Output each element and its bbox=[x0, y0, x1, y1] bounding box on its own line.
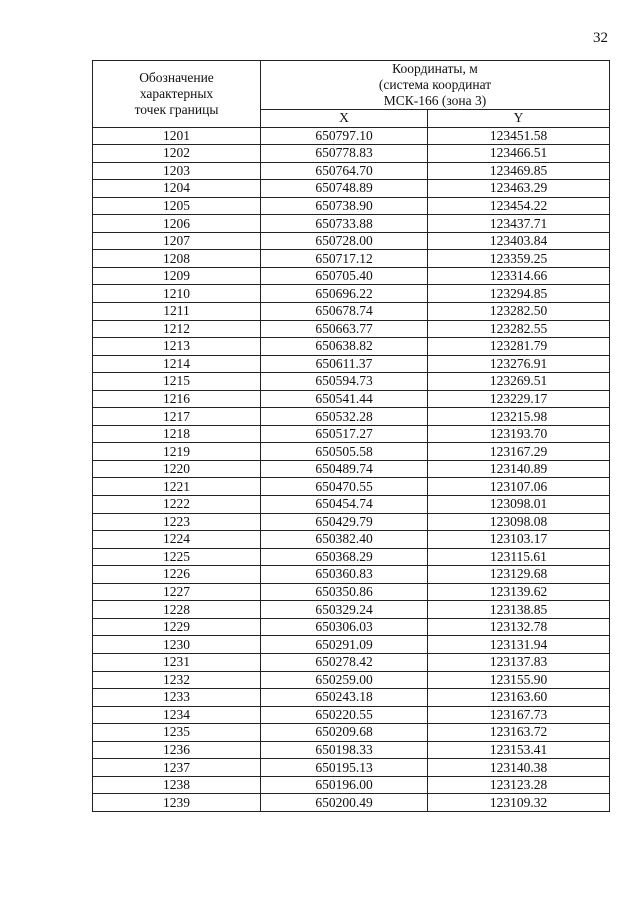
point-designation-header bbox=[93, 61, 261, 128]
point-id-cell: 1233 bbox=[93, 689, 261, 707]
point-id-cell: 1231 bbox=[93, 653, 261, 671]
coord-header-line-2: (система координат bbox=[378, 77, 492, 92]
x-coordinate-cell: 650382.40 bbox=[261, 531, 428, 549]
y-coordinate-cell: 123193.70 bbox=[428, 425, 610, 443]
point-id-cell: 1232 bbox=[93, 671, 261, 689]
point-header-line-1: Обозначение bbox=[139, 69, 214, 85]
x-coordinate-cell: 650705.40 bbox=[261, 267, 428, 285]
x-coordinate-cell: 650532.28 bbox=[261, 408, 428, 426]
point-id-cell: 1224 bbox=[93, 531, 261, 549]
table-row bbox=[93, 566, 610, 584]
x-coordinate-cell: 650220.55 bbox=[261, 706, 428, 724]
table-row bbox=[93, 618, 610, 636]
x-coordinate-cell: 650517.27 bbox=[261, 425, 428, 443]
table-row bbox=[93, 636, 610, 654]
point-id-cell: 1225 bbox=[93, 548, 261, 566]
y-coordinate-cell: 123103.17 bbox=[428, 531, 610, 549]
x-coordinate-cell: 650728.00 bbox=[261, 232, 428, 250]
y-coordinate-cell: 123466.51 bbox=[428, 145, 610, 163]
x-coordinate-cell: 650638.82 bbox=[261, 338, 428, 356]
x-coordinate-cell: 650717.12 bbox=[261, 250, 428, 268]
x-coordinate-cell: 650368.29 bbox=[261, 548, 428, 566]
point-id-cell: 1214 bbox=[93, 355, 261, 373]
point-id-cell: 1234 bbox=[93, 706, 261, 724]
x-coordinate-cell: 650611.37 bbox=[261, 355, 428, 373]
y-coordinate-cell: 123132.78 bbox=[428, 618, 610, 636]
table-row bbox=[93, 706, 610, 724]
point-id-cell: 1238 bbox=[93, 776, 261, 794]
point-id-cell: 1213 bbox=[93, 338, 261, 356]
table-row bbox=[93, 303, 610, 321]
y-coordinate-cell: 123403.84 bbox=[428, 232, 610, 250]
x-coordinate-cell: 650291.09 bbox=[261, 636, 428, 654]
y-coordinate-cell: 123163.60 bbox=[428, 689, 610, 707]
point-id-cell: 1209 bbox=[93, 267, 261, 285]
x-coordinate-cell: 650306.03 bbox=[261, 618, 428, 636]
table-row bbox=[93, 285, 610, 303]
x-column-header: X bbox=[261, 110, 428, 128]
table-row bbox=[93, 145, 610, 163]
point-id-cell: 1218 bbox=[93, 425, 261, 443]
y-coordinate-cell: 123269.51 bbox=[428, 373, 610, 391]
point-id-cell: 1202 bbox=[93, 145, 261, 163]
table-row bbox=[93, 460, 610, 478]
x-coordinate-cell: 650454.74 bbox=[261, 496, 428, 514]
x-coordinate-cell: 650663.77 bbox=[261, 320, 428, 338]
table-row bbox=[93, 390, 610, 408]
y-coordinate-cell: 123139.62 bbox=[428, 583, 610, 601]
table-row bbox=[93, 671, 610, 689]
table-row bbox=[93, 689, 610, 707]
table-row bbox=[93, 513, 610, 531]
point-id-cell: 1216 bbox=[93, 390, 261, 408]
y-coordinate-cell: 123276.91 bbox=[428, 355, 610, 373]
y-coordinate-cell: 123281.79 bbox=[428, 338, 610, 356]
table-row bbox=[93, 776, 610, 794]
point-id-cell: 1237 bbox=[93, 759, 261, 777]
table-row bbox=[93, 759, 610, 777]
table-row bbox=[93, 741, 610, 759]
y-coordinate-cell: 123463.29 bbox=[428, 180, 610, 198]
y-coordinate-cell: 123294.85 bbox=[428, 285, 610, 303]
x-coordinate-cell: 650696.22 bbox=[261, 285, 428, 303]
x-coordinate-cell: 650738.90 bbox=[261, 197, 428, 215]
point-id-cell: 1201 bbox=[93, 127, 261, 145]
x-coordinate-cell: 650259.00 bbox=[261, 671, 428, 689]
y-coordinate-cell: 123098.01 bbox=[428, 496, 610, 514]
y-coordinate-cell: 123155.90 bbox=[428, 671, 610, 689]
point-id-cell: 1206 bbox=[93, 215, 261, 233]
x-coordinate-cell: 650678.74 bbox=[261, 303, 428, 321]
point-id-cell: 1226 bbox=[93, 566, 261, 584]
point-id-cell: 1227 bbox=[93, 583, 261, 601]
y-coordinate-cell: 123454.22 bbox=[428, 197, 610, 215]
x-coordinate-cell: 650733.88 bbox=[261, 215, 428, 233]
table-row bbox=[93, 232, 610, 250]
y-column-header: Y bbox=[428, 110, 610, 128]
x-coordinate-cell: 650429.79 bbox=[261, 513, 428, 531]
y-coordinate-cell: 123115.61 bbox=[428, 548, 610, 566]
y-coordinate-cell: 123129.68 bbox=[428, 566, 610, 584]
x-coordinate-cell: 650541.44 bbox=[261, 390, 428, 408]
x-coordinate-cell: 650350.86 bbox=[261, 583, 428, 601]
y-coordinate-cell: 123469.85 bbox=[428, 162, 610, 180]
point-id-cell: 1229 bbox=[93, 618, 261, 636]
coord-header-line-1: Координаты, м bbox=[392, 61, 478, 76]
point-id-cell: 1222 bbox=[93, 496, 261, 514]
table-row bbox=[93, 373, 610, 391]
y-coordinate-cell: 123167.73 bbox=[428, 706, 610, 724]
x-coordinate-cell: 650200.49 bbox=[261, 794, 428, 812]
point-id-cell: 1221 bbox=[93, 478, 261, 496]
table-row bbox=[93, 180, 610, 198]
x-coordinate-cell: 650360.83 bbox=[261, 566, 428, 584]
y-coordinate-cell: 123167.29 bbox=[428, 443, 610, 461]
table-row bbox=[93, 425, 610, 443]
point-id-cell: 1212 bbox=[93, 320, 261, 338]
point-id-cell: 1217 bbox=[93, 408, 261, 426]
y-coordinate-cell: 123131.94 bbox=[428, 636, 610, 654]
y-coordinate-cell: 123137.83 bbox=[428, 653, 610, 671]
table-row bbox=[93, 320, 610, 338]
table-row bbox=[93, 583, 610, 601]
point-id-cell: 1219 bbox=[93, 443, 261, 461]
y-coordinate-cell: 123229.17 bbox=[428, 390, 610, 408]
y-coordinate-cell: 123451.58 bbox=[428, 127, 610, 145]
table-row bbox=[93, 197, 610, 215]
table-row bbox=[93, 724, 610, 742]
point-id-cell: 1228 bbox=[93, 601, 261, 619]
y-coordinate-cell: 123359.25 bbox=[428, 250, 610, 268]
y-coordinate-cell: 123098.08 bbox=[428, 513, 610, 531]
table-row bbox=[93, 267, 610, 285]
point-id-cell: 1223 bbox=[93, 513, 261, 531]
x-coordinate-cell: 650505.58 bbox=[261, 443, 428, 461]
point-id-cell: 1220 bbox=[93, 460, 261, 478]
y-coordinate-cell: 123140.38 bbox=[428, 759, 610, 777]
page-number: 32 bbox=[593, 30, 608, 46]
x-coordinate-cell: 650797.10 bbox=[261, 127, 428, 145]
point-id-cell: 1205 bbox=[93, 197, 261, 215]
table-body bbox=[93, 127, 610, 811]
coordinates-table bbox=[92, 60, 610, 812]
coordinates-header bbox=[261, 61, 610, 110]
x-coordinate-cell: 650489.74 bbox=[261, 460, 428, 478]
point-header-line-2: характерных bbox=[139, 85, 214, 101]
y-coordinate-cell: 123437.71 bbox=[428, 215, 610, 233]
y-coordinate-cell: 123314.66 bbox=[428, 267, 610, 285]
point-id-cell: 1236 bbox=[93, 741, 261, 759]
point-id-cell: 1211 bbox=[93, 303, 261, 321]
point-id-cell: 1230 bbox=[93, 636, 261, 654]
table-row bbox=[93, 250, 610, 268]
table-row bbox=[93, 601, 610, 619]
table-row bbox=[93, 162, 610, 180]
point-id-cell: 1239 bbox=[93, 794, 261, 812]
table-row bbox=[93, 478, 610, 496]
x-coordinate-cell: 650209.68 bbox=[261, 724, 428, 742]
y-coordinate-cell: 123163.72 bbox=[428, 724, 610, 742]
table-row bbox=[93, 531, 610, 549]
point-id-cell: 1204 bbox=[93, 180, 261, 198]
table-row bbox=[93, 496, 610, 514]
y-coordinate-cell: 123138.85 bbox=[428, 601, 610, 619]
coord-header-line-3: МСК-166 (зона 3) bbox=[383, 93, 487, 108]
point-id-cell: 1203 bbox=[93, 162, 261, 180]
y-coordinate-cell: 123123.28 bbox=[428, 776, 610, 794]
table-row bbox=[93, 215, 610, 233]
y-coordinate-cell: 123107.06 bbox=[428, 478, 610, 496]
y-coordinate-cell: 123282.55 bbox=[428, 320, 610, 338]
table-row bbox=[93, 127, 610, 145]
table-row bbox=[93, 653, 610, 671]
table-row bbox=[93, 443, 610, 461]
table-row bbox=[93, 548, 610, 566]
x-coordinate-cell: 650778.83 bbox=[261, 145, 428, 163]
point-id-cell: 1235 bbox=[93, 724, 261, 742]
y-coordinate-cell: 123140.89 bbox=[428, 460, 610, 478]
x-coordinate-cell: 650278.42 bbox=[261, 653, 428, 671]
x-coordinate-cell: 650470.55 bbox=[261, 478, 428, 496]
point-id-cell: 1210 bbox=[93, 285, 261, 303]
table-row bbox=[93, 355, 610, 373]
y-coordinate-cell: 123153.41 bbox=[428, 741, 610, 759]
x-coordinate-cell: 650329.24 bbox=[261, 601, 428, 619]
x-coordinate-cell: 650196.00 bbox=[261, 776, 428, 794]
table-row bbox=[93, 338, 610, 356]
y-coordinate-cell: 123215.98 bbox=[428, 408, 610, 426]
point-id-cell: 1208 bbox=[93, 250, 261, 268]
point-header-line-3: точек границы bbox=[134, 101, 219, 117]
y-coordinate-cell: 123109.32 bbox=[428, 794, 610, 812]
x-coordinate-cell: 650195.13 bbox=[261, 759, 428, 777]
y-coordinate-cell: 123282.50 bbox=[428, 303, 610, 321]
x-coordinate-cell: 650748.89 bbox=[261, 180, 428, 198]
point-id-cell: 1207 bbox=[93, 232, 261, 250]
table-row bbox=[93, 408, 610, 426]
x-coordinate-cell: 650594.73 bbox=[261, 373, 428, 391]
table-row bbox=[93, 794, 610, 812]
x-coordinate-cell: 650243.18 bbox=[261, 689, 428, 707]
x-coordinate-cell: 650764.70 bbox=[261, 162, 428, 180]
point-id-cell: 1215 bbox=[93, 373, 261, 391]
x-coordinate-cell: 650198.33 bbox=[261, 741, 428, 759]
